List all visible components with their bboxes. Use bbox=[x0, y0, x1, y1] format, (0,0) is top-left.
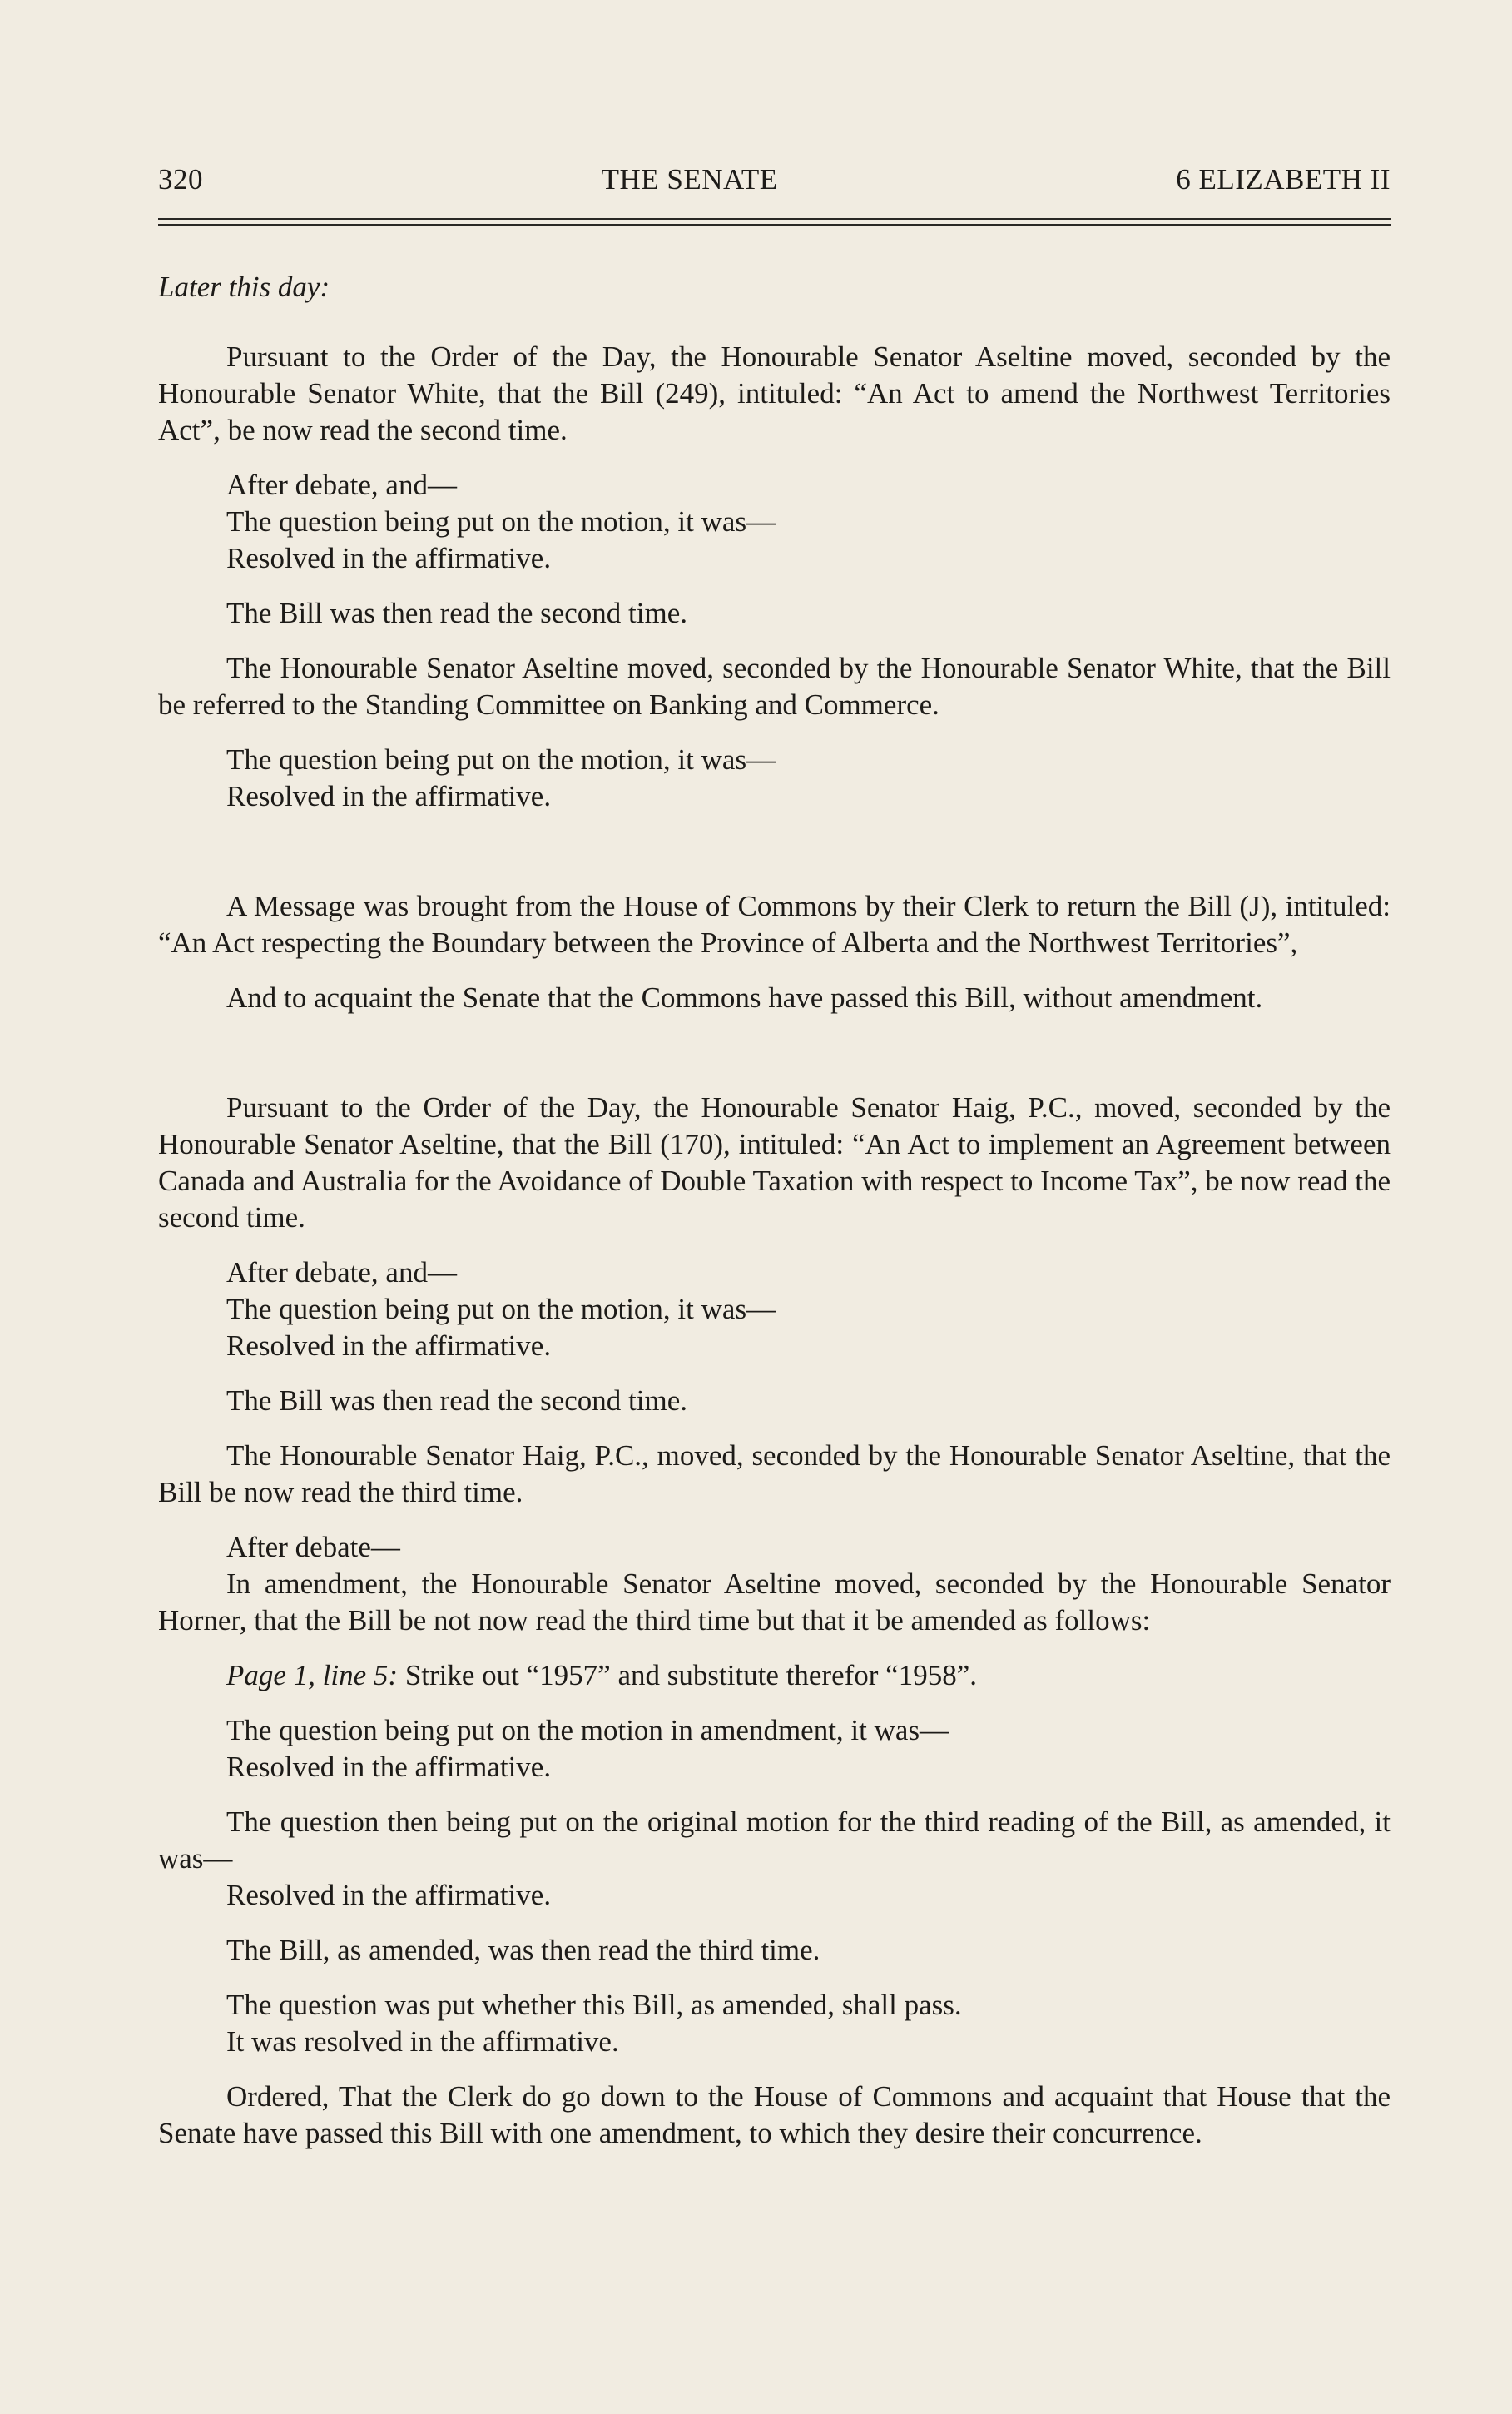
journal-body bbox=[158, 269, 1391, 2152]
later-this-day-heading: Later this day: bbox=[158, 271, 330, 303]
question-put-line: The question being put on the motion, it was— bbox=[226, 743, 776, 776]
paragraph-second-reading-bill-170: Pursuant to the Order of the Day, the Honourable Senator Haig, P.C., moved, seconded by the Honourable Senator Aseltine, that the Bill (170), intituled: “An Act to implement an Agreement between Canada and Australia for the Avoidance of Double Taxation with respect to Income Tax”, be now read the second time. bbox=[158, 1091, 1391, 1234]
amendment-detail: Strike out “1957” and substitute therefor “1958”. bbox=[398, 1659, 977, 1691]
resolved-line: Resolved in the affirmative. bbox=[226, 542, 552, 574]
page-number: 320 bbox=[158, 163, 203, 196]
page-title: THE SENATE bbox=[601, 163, 778, 196]
header-double-rule bbox=[158, 218, 1391, 226]
question-put-line: The question being put on the motion, it was— bbox=[226, 505, 776, 538]
resolved-line: Resolved in the affirmative. bbox=[226, 1329, 552, 1362]
amendment-reference: Page 1, line 5: bbox=[226, 1659, 399, 1691]
paragraph-commons-passed: And to acquaint the Senate that the Commons have passed this Bill, without amendment. bbox=[226, 981, 1263, 1014]
regnal-year: 6 ELIZABETH II bbox=[1176, 163, 1391, 196]
paragraph-read-second-time: The Bill was then read the second time. bbox=[226, 597, 688, 629]
amendment-text bbox=[158, 1657, 1391, 1694]
resolved-line: Resolved in the affirmative. bbox=[226, 780, 552, 812]
after-debate-line: After debate, and— bbox=[226, 1256, 457, 1289]
paragraph-ordered-clerk: Ordered, That the Clerk do go down to the House of Commons and acquaint that House that the Senate have passed this Bill with one amendment, to which they desire their concurrence. bbox=[158, 2080, 1391, 2149]
paragraph-read-third-time: The Bill, as amended, was then read the third time. bbox=[226, 1934, 820, 1966]
paragraph-amendment-motion: In amendment, the Honourable Senator Aseltine moved, seconded by the Honourable Senator Horner, that the Bill be not now read the third time but that it be amended as follows: bbox=[158, 1567, 1391, 1637]
paragraph-question-amendment: The question being put on the motion in amendment, it was— bbox=[226, 1714, 949, 1746]
running-head bbox=[158, 163, 1391, 218]
question-put-line: The question being put on the motion, it was— bbox=[226, 1293, 776, 1325]
paragraph-question-pass: The question was put whether this Bill, as amended, shall pass. bbox=[226, 1989, 962, 2021]
paragraph-third-reading-motion: The Honourable Senator Haig, P.C., moved, seconded by the Honourable Senator Aseltine, that the Bill be now read the third time. bbox=[158, 1439, 1391, 1508]
paragraph-second-reading-bill-249: Pursuant to the Order of the Day, the Honourable Senator Aseltine moved, seconded by the Honourable Senator White, that the Bill (249), intituled: “An Act to amend the Northwest Territories Act”, be now read the second time. bbox=[158, 340, 1391, 446]
paragraph-question-original-motion: The question then being put on the original motion for the third reading of the Bill, as amended, it was— bbox=[158, 1806, 1391, 1875]
after-debate-line: After debate— bbox=[226, 1531, 400, 1563]
resolved-line: It was resolved in the affirmative. bbox=[226, 2025, 619, 2058]
resolved-line: Resolved in the affirmative. bbox=[226, 1879, 552, 1911]
after-debate-line: After debate, and— bbox=[226, 469, 457, 501]
resolved-line: Resolved in the affirmative. bbox=[226, 1751, 552, 1783]
paragraph-read-second-time: The Bill was then read the second time. bbox=[226, 1384, 688, 1417]
paragraph-message-commons: A Message was brought from the House of Commons by their Clerk to return the Bill (J), intituled: “An Act respecting the Boundary between the Province of Alberta and the Northwest Territories”, bbox=[158, 890, 1391, 959]
paragraph-referral-committee: The Honourable Senator Aseltine moved, seconded by the Honourable Senator White, that the Bill be referred to the Standing Committee on Banking and Commerce. bbox=[158, 652, 1391, 721]
